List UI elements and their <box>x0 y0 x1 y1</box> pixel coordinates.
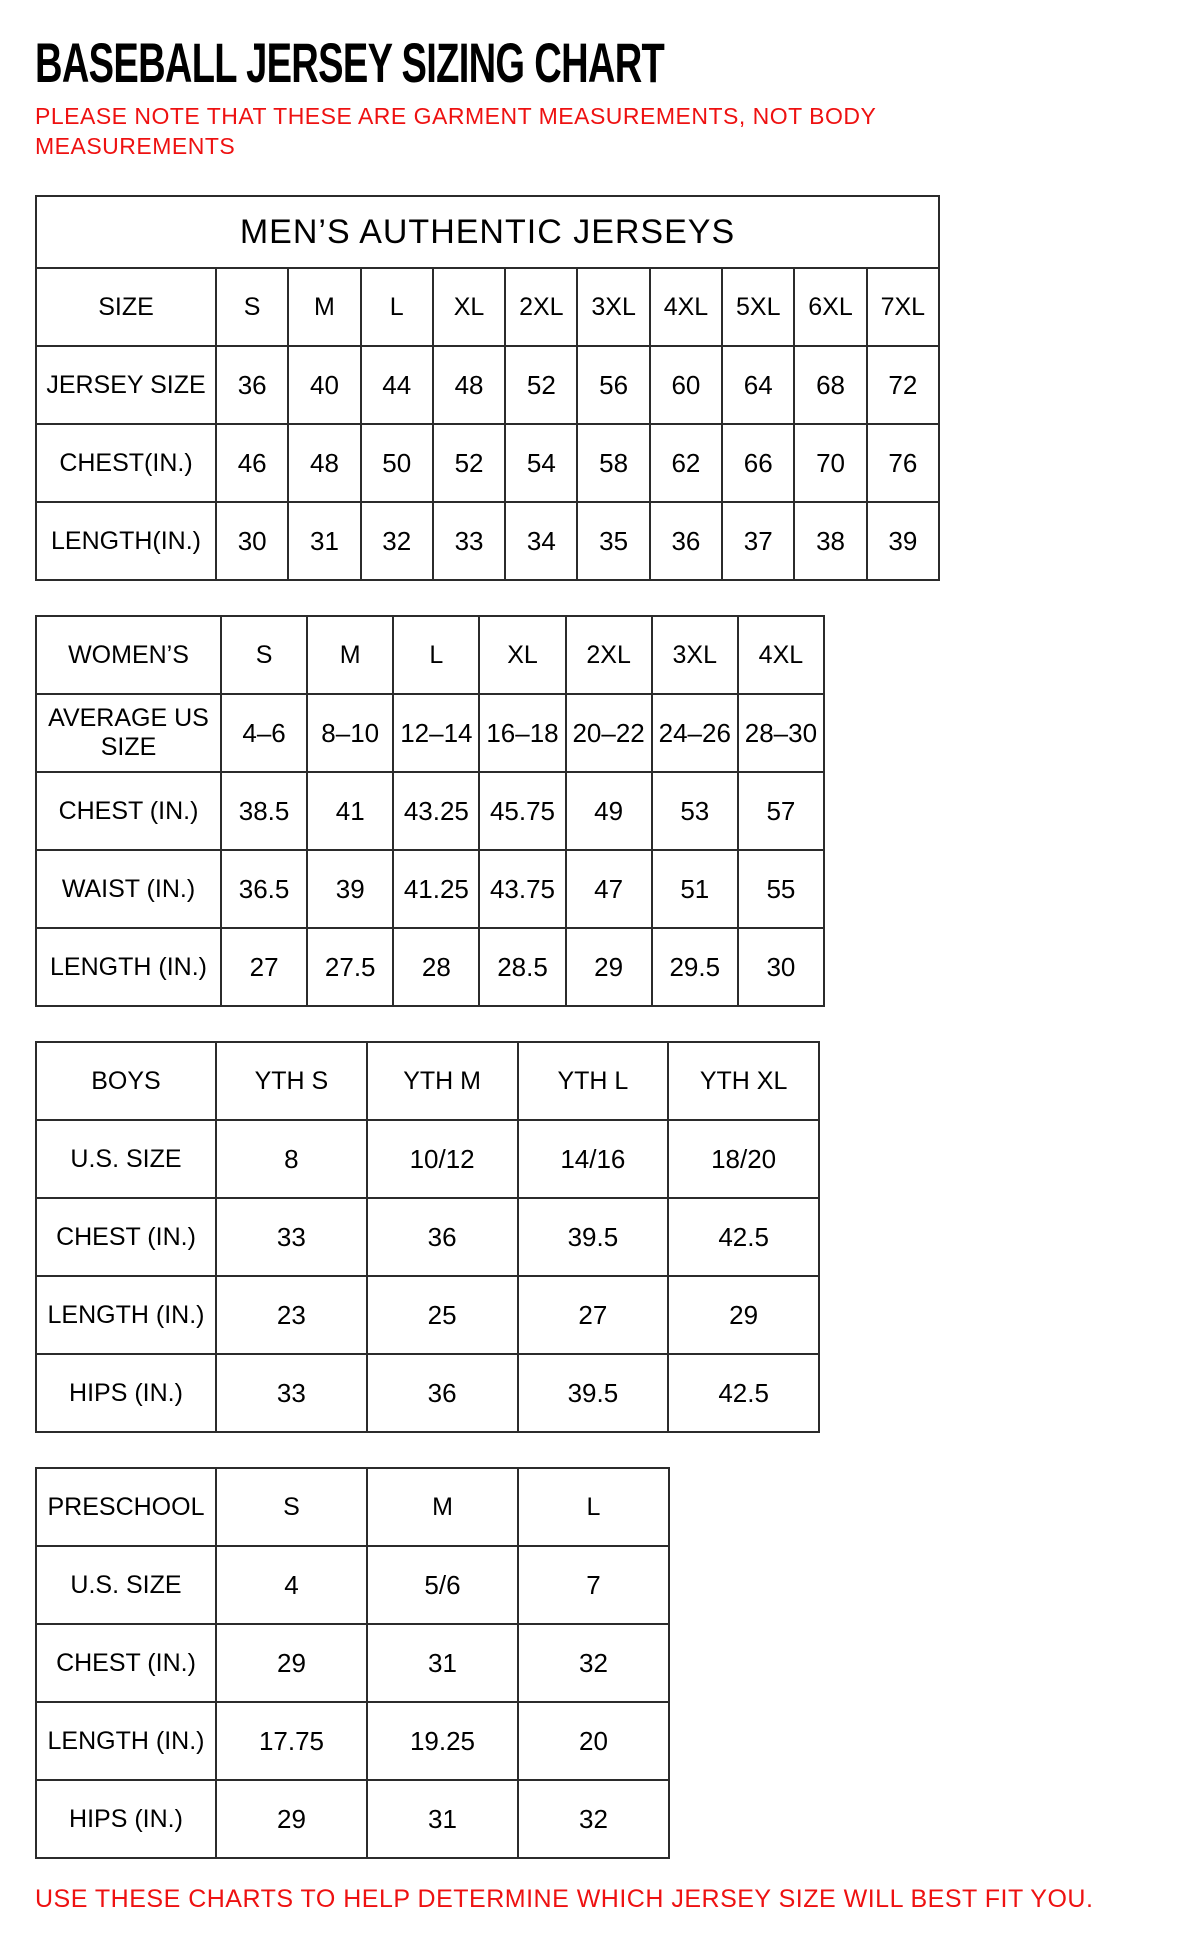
data-cell: 18/20 <box>668 1120 819 1198</box>
column-header: 7XL <box>867 268 939 346</box>
data-cell: 29 <box>668 1276 819 1354</box>
table-row <box>36 346 939 424</box>
column-header: YTH XL <box>668 1042 819 1120</box>
data-cell: 12–14 <box>393 694 479 772</box>
data-cell: 45.75 <box>479 772 565 850</box>
data-cell: 30 <box>738 928 824 1006</box>
data-cell: 33 <box>433 502 505 580</box>
table-header-row <box>36 1042 819 1120</box>
column-header: S <box>221 616 307 694</box>
garment-measurement-note: PLEASE NOTE THAT THESE ARE GARMENT MEASUREMENTS, NOT BODY MEASUREMENTS <box>35 103 876 159</box>
data-cell: 62 <box>650 424 722 502</box>
data-cell: 30 <box>216 502 288 580</box>
data-cell: 39 <box>307 850 393 928</box>
data-cell: 46 <box>216 424 288 502</box>
row-label: CHEST (IN.) <box>36 1624 216 1702</box>
data-cell: 60 <box>650 346 722 424</box>
table-row <box>36 1546 669 1624</box>
data-cell: 33 <box>216 1354 367 1432</box>
table-header-row <box>36 1468 669 1546</box>
data-cell: 24–26 <box>652 694 738 772</box>
row-label: JERSEY SIZE <box>36 346 216 424</box>
data-cell: 4 <box>216 1546 367 1624</box>
data-cell: 31 <box>288 502 360 580</box>
column-header: M <box>367 1468 518 1546</box>
data-cell: 14/16 <box>518 1120 669 1198</box>
column-header: XL <box>479 616 565 694</box>
table-row <box>36 1354 819 1432</box>
table-row <box>36 1780 669 1858</box>
data-cell: 5/6 <box>367 1546 518 1624</box>
data-cell: 66 <box>722 424 794 502</box>
data-cell: 68 <box>794 346 866 424</box>
data-cell: 43.75 <box>479 850 565 928</box>
data-cell: 7 <box>518 1546 669 1624</box>
table-row <box>36 1702 669 1780</box>
data-cell: 20–22 <box>566 694 652 772</box>
row-label: AVERAGE US SIZE <box>36 694 221 772</box>
header-label: BOYS <box>36 1042 216 1120</box>
column-header: YTH L <box>518 1042 669 1120</box>
table-row <box>36 424 939 502</box>
data-cell: 53 <box>652 772 738 850</box>
data-cell: 32 <box>361 502 433 580</box>
row-label: CHEST(IN.) <box>36 424 216 502</box>
data-cell: 16–18 <box>479 694 565 772</box>
row-label: LENGTH(IN.) <box>36 502 216 580</box>
data-cell: 55 <box>738 850 824 928</box>
data-cell: 40 <box>288 346 360 424</box>
data-cell: 28 <box>393 928 479 1006</box>
table-row <box>36 928 824 1006</box>
data-cell: 36.5 <box>221 850 307 928</box>
data-cell: 36 <box>367 1354 518 1432</box>
data-cell: 41 <box>307 772 393 850</box>
data-cell: 27 <box>221 928 307 1006</box>
data-cell: 32 <box>518 1624 669 1702</box>
column-header: L <box>393 616 479 694</box>
data-cell: 50 <box>361 424 433 502</box>
data-cell: 47 <box>566 850 652 928</box>
womens-sizing-table <box>35 615 825 1007</box>
column-header: S <box>216 268 288 346</box>
row-label: CHEST (IN.) <box>36 1198 216 1276</box>
column-header: 2XL <box>505 268 577 346</box>
column-header: M <box>307 616 393 694</box>
boys-sizing-table <box>35 1041 820 1433</box>
data-cell: 42.5 <box>668 1198 819 1276</box>
data-cell: 4–6 <box>221 694 307 772</box>
data-cell: 34 <box>505 502 577 580</box>
table-row <box>36 772 824 850</box>
data-cell: 38.5 <box>221 772 307 850</box>
data-cell: 76 <box>867 424 939 502</box>
data-cell: 37 <box>722 502 794 580</box>
table-banner: MEN’S AUTHENTIC JERSEYS <box>36 196 939 268</box>
table-header-row <box>36 268 939 346</box>
table-row <box>36 694 824 772</box>
data-cell: 72 <box>867 346 939 424</box>
column-header: L <box>518 1468 669 1546</box>
data-cell: 29 <box>566 928 652 1006</box>
row-label: U.S. SIZE <box>36 1120 216 1198</box>
data-cell: 52 <box>433 424 505 502</box>
data-cell: 52 <box>505 346 577 424</box>
table-header-row <box>36 616 824 694</box>
data-cell: 23 <box>216 1276 367 1354</box>
data-cell: 57 <box>738 772 824 850</box>
data-cell: 35 <box>577 502 649 580</box>
data-cell: 31 <box>367 1624 518 1702</box>
row-label: LENGTH (IN.) <box>36 1702 216 1780</box>
data-cell: 8 <box>216 1120 367 1198</box>
data-cell: 39 <box>867 502 939 580</box>
data-cell: 58 <box>577 424 649 502</box>
preschool-sizing-table <box>35 1467 670 1859</box>
data-cell: 56 <box>577 346 649 424</box>
column-header: YTH S <box>216 1042 367 1120</box>
column-header: L <box>361 268 433 346</box>
data-cell: 41.25 <box>393 850 479 928</box>
data-cell: 64 <box>722 346 794 424</box>
data-cell: 49 <box>566 772 652 850</box>
column-header: 4XL <box>738 616 824 694</box>
data-cell: 29 <box>216 1780 367 1858</box>
data-cell: 19.25 <box>367 1702 518 1780</box>
table-row <box>36 502 939 580</box>
row-label: LENGTH (IN.) <box>36 1276 216 1354</box>
column-header: M <box>288 268 360 346</box>
data-cell: 17.75 <box>216 1702 367 1780</box>
data-cell: 33 <box>216 1198 367 1276</box>
header-label: SIZE <box>36 268 216 346</box>
table-banner-row <box>36 196 939 268</box>
row-label: U.S. SIZE <box>36 1546 216 1624</box>
data-cell: 44 <box>361 346 433 424</box>
data-cell: 36 <box>367 1198 518 1276</box>
data-cell: 29.5 <box>652 928 738 1006</box>
column-header: XL <box>433 268 505 346</box>
data-cell: 8–10 <box>307 694 393 772</box>
data-cell: 43.25 <box>393 772 479 850</box>
column-header: 6XL <box>794 268 866 346</box>
data-cell: 31 <box>367 1780 518 1858</box>
column-header: 3XL <box>652 616 738 694</box>
column-header: 3XL <box>577 268 649 346</box>
column-header: YTH M <box>367 1042 518 1120</box>
header-label: PRESCHOOL <box>36 1468 216 1546</box>
data-cell: 39.5 <box>518 1354 669 1432</box>
data-cell: 10/12 <box>367 1120 518 1198</box>
table-row <box>36 1276 819 1354</box>
column-header: S <box>216 1468 367 1546</box>
table-row <box>36 1120 819 1198</box>
table-row <box>36 1624 669 1702</box>
data-cell: 39.5 <box>518 1198 669 1276</box>
data-cell: 29 <box>216 1624 367 1702</box>
data-cell: 38 <box>794 502 866 580</box>
column-header: 4XL <box>650 268 722 346</box>
fit-advice-footer: USE THESE CHARTS TO HELP DETERMINE WHICH JERSEY SIZE WILL BEST FIT YOU. <box>35 1885 1094 1913</box>
data-cell: 20 <box>518 1702 669 1780</box>
row-label: LENGTH (IN.) <box>36 928 221 1006</box>
data-cell: 25 <box>367 1276 518 1354</box>
row-label: HIPS (IN.) <box>36 1780 216 1858</box>
data-cell: 28–30 <box>738 694 824 772</box>
data-cell: 36 <box>650 502 722 580</box>
data-cell: 42.5 <box>668 1354 819 1432</box>
data-cell: 54 <box>505 424 577 502</box>
row-label: WAIST (IN.) <box>36 850 221 928</box>
data-cell: 48 <box>433 346 505 424</box>
column-header: 5XL <box>722 268 794 346</box>
row-label: CHEST (IN.) <box>36 772 221 850</box>
column-header: 2XL <box>566 616 652 694</box>
data-cell: 32 <box>518 1780 669 1858</box>
data-cell: 48 <box>288 424 360 502</box>
mens-sizing-table <box>35 195 940 581</box>
data-cell: 70 <box>794 424 866 502</box>
table-row <box>36 1198 819 1276</box>
data-cell: 51 <box>652 850 738 928</box>
row-label: HIPS (IN.) <box>36 1354 216 1432</box>
data-cell: 36 <box>216 346 288 424</box>
data-cell: 28.5 <box>479 928 565 1006</box>
data-cell: 27.5 <box>307 928 393 1006</box>
page-title: BASEBALL JERSEY SIZING CHART <box>35 31 665 94</box>
table-row <box>36 850 824 928</box>
header-label: WOMEN’S <box>36 616 221 694</box>
data-cell: 27 <box>518 1276 669 1354</box>
